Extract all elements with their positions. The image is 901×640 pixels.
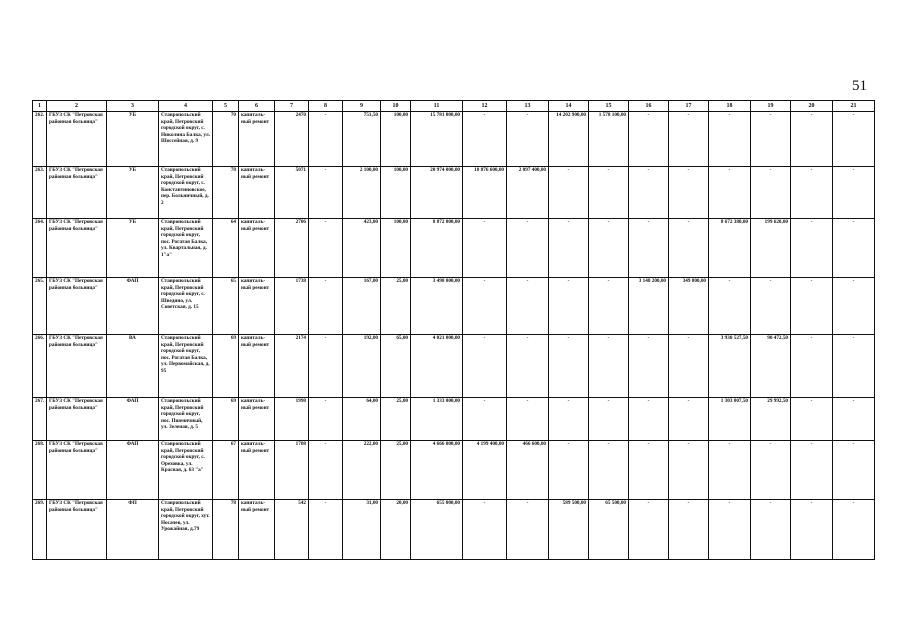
- col10-cell: 100,00: [381, 219, 411, 278]
- column-header: 14: [549, 101, 589, 112]
- organization-cell: ГБУЗ СК "Петровская районная больница": [47, 398, 107, 441]
- column-header: 1: [33, 101, 47, 112]
- work-type-cell: капиталь-ный ремонт: [239, 112, 275, 167]
- col8-cell: -: [309, 398, 343, 441]
- col10-cell: 25,00: [381, 398, 411, 441]
- col16-cell: -: [629, 398, 669, 441]
- col13-cell: 466 600,00: [507, 441, 549, 500]
- col5-cell: 67: [213, 441, 239, 500]
- address-cell: Ставропольский край, Петровский городской округ, пос. Рогатая Балка, ул. Первомайская, д. 95: [159, 335, 213, 398]
- col12-cell: -: [463, 219, 507, 278]
- col13-cell: -: [507, 335, 549, 398]
- facility-type-cell: ВА: [107, 335, 159, 398]
- column-header: 10: [381, 101, 411, 112]
- col21-cell: -: [833, 278, 875, 335]
- col15-cell: 1 578 100,00: [589, 112, 629, 167]
- col14-cell: -: [549, 441, 589, 500]
- col7-cell: 2174: [275, 335, 309, 398]
- col14-cell: 589 500,00: [549, 500, 589, 560]
- col10-cell: 25,00: [381, 441, 411, 500]
- col14-cell: -: [549, 335, 589, 398]
- col12-cell: -: [463, 278, 507, 335]
- organization-cell: ГБУЗ СК "Петровская районная больница": [47, 167, 107, 219]
- address-cell: Ставропольский край, Петровский городской округ, с. Константиновское, пер. Больничный, д. 2: [159, 167, 213, 219]
- col19-cell: 90 472,50: [751, 335, 791, 398]
- col19-cell: 29 992,50: [751, 398, 791, 441]
- table-row: [33, 278, 875, 335]
- table-row: [33, 335, 875, 398]
- col17-cell: 349 800,00: [669, 278, 709, 335]
- col8-cell: -: [309, 500, 343, 560]
- col11-cell: 8 872 000,00: [411, 219, 463, 278]
- facility-type-cell: ФАП: [107, 441, 159, 500]
- column-header: 3: [107, 101, 159, 112]
- col14-cell: -: [549, 167, 589, 219]
- col10-cell: 65,00: [381, 335, 411, 398]
- col12-cell: 18 876 600,00: [463, 167, 507, 219]
- col12-cell: -: [463, 398, 507, 441]
- facility-type-cell: УБ: [107, 112, 159, 167]
- col20-cell: -: [791, 500, 833, 560]
- col9-cell: 423,00: [343, 219, 381, 278]
- col8-cell: -: [309, 441, 343, 500]
- col19-cell: -: [751, 167, 791, 219]
- col13-cell: -: [507, 500, 549, 560]
- facility-type-cell: ФАП: [107, 398, 159, 441]
- col9-cell: 64,00: [343, 398, 381, 441]
- col18-cell: -: [709, 167, 751, 219]
- address-cell: Ставропольский край, Петровский городской округ, пос. Рогатая Балка, ул. Квартальная, д. 1"а": [159, 219, 213, 278]
- col18-cell: 1 303 007,50: [709, 398, 751, 441]
- column-header: 12: [463, 101, 507, 112]
- table-row: [33, 219, 875, 278]
- col16-cell: 3 148 200,00: [629, 278, 669, 335]
- col19-cell: -: [751, 500, 791, 560]
- col20-cell: -: [791, 112, 833, 167]
- row-number-cell: 265.: [33, 278, 47, 335]
- col19-cell: -: [751, 278, 791, 335]
- col17-cell: -: [669, 441, 709, 500]
- col18-cell: -: [709, 112, 751, 167]
- column-header: 16: [629, 101, 669, 112]
- organization-cell: ГБУЗ СК "Петровская районная больница": [47, 441, 107, 500]
- column-header: 18: [709, 101, 751, 112]
- row-number-cell: 268.: [33, 441, 47, 500]
- col5-cell: 64: [213, 219, 239, 278]
- table-row: [33, 167, 875, 219]
- row-number-cell: 263.: [33, 167, 47, 219]
- col21-cell: -: [833, 335, 875, 398]
- col18-cell: -: [709, 278, 751, 335]
- col15-cell: -: [589, 278, 629, 335]
- col9-cell: 2 100,00: [343, 167, 381, 219]
- col16-cell: -: [629, 500, 669, 560]
- address-cell: Ставропольский край, Петровский городской округ, с. Ореховка, ул. Красная, д. 63 "а": [159, 441, 213, 500]
- table-row: [33, 398, 875, 441]
- col20-cell: -: [791, 441, 833, 500]
- col5-cell: 78: [213, 167, 239, 219]
- col5-cell: 69: [213, 398, 239, 441]
- organization-cell: ГБУЗ СК "Петровская районная больница": [47, 219, 107, 278]
- organization-cell: ГБУЗ СК "Петровская районная больница": [47, 500, 107, 560]
- row-number-cell: 269.: [33, 500, 47, 560]
- work-type-cell: капиталь-ный ремонт: [239, 335, 275, 398]
- address-cell: Ставропольский край, Петровский городской округ, с. Шведино, ул. Советская, д. 15: [159, 278, 213, 335]
- col21-cell: -: [833, 500, 875, 560]
- col8-cell: -: [309, 335, 343, 398]
- col9-cell: 192,00: [343, 335, 381, 398]
- col21-cell: -: [833, 441, 875, 500]
- col5-cell: 78: [213, 500, 239, 560]
- col21-cell: -: [833, 219, 875, 278]
- col7-cell: 5071: [275, 167, 309, 219]
- col15-cell: -: [589, 219, 629, 278]
- column-header: 19: [751, 101, 791, 112]
- col7-cell: 2470: [275, 112, 309, 167]
- col14-cell: 14 202 900,00: [549, 112, 589, 167]
- col20-cell: -: [791, 278, 833, 335]
- col14-cell: -: [549, 219, 589, 278]
- col19-cell: 199 620,00: [751, 219, 791, 278]
- column-header: 20: [791, 101, 833, 112]
- col12-cell: 4 199 400,00: [463, 441, 507, 500]
- col12-cell: -: [463, 335, 507, 398]
- col8-cell: -: [309, 219, 343, 278]
- col17-cell: -: [669, 219, 709, 278]
- col9-cell: 167,00: [343, 278, 381, 335]
- col17-cell: -: [669, 500, 709, 560]
- col9-cell: 31,00: [343, 500, 381, 560]
- col14-cell: -: [549, 398, 589, 441]
- col7-cell: 2706: [275, 219, 309, 278]
- col11-cell: 4 666 000,00: [411, 441, 463, 500]
- col16-cell: -: [629, 219, 669, 278]
- col18-cell: 8 672 380,00: [709, 219, 751, 278]
- address-cell: Ставропольский край, Петровский городской округ, пос. Пшеничный, ул. Зеленая, д. 5: [159, 398, 213, 441]
- col15-cell: 65 500,00: [589, 500, 629, 560]
- col16-cell: -: [629, 335, 669, 398]
- col5-cell: 70: [213, 112, 239, 167]
- work-type-cell: капиталь-ный ремонт: [239, 500, 275, 560]
- data-table: [32, 100, 875, 560]
- col10-cell: 100,00: [381, 112, 411, 167]
- organization-cell: ГБУЗ СК "Петровская районная больница": [47, 278, 107, 335]
- row-number-cell: 266.: [33, 335, 47, 398]
- col17-cell: -: [669, 398, 709, 441]
- col17-cell: -: [669, 112, 709, 167]
- header-row: [33, 101, 875, 112]
- facility-type-cell: УБ: [107, 219, 159, 278]
- column-header: 5: [213, 101, 239, 112]
- col7-cell: 1998: [275, 398, 309, 441]
- col15-cell: -: [589, 441, 629, 500]
- col12-cell: -: [463, 500, 507, 560]
- column-header: 2: [47, 101, 107, 112]
- col7-cell: 1738: [275, 278, 309, 335]
- column-header: 8: [309, 101, 343, 112]
- work-type-cell: капиталь-ный ремонт: [239, 441, 275, 500]
- col11-cell: 20 974 000,00: [411, 167, 463, 219]
- col10-cell: 25,00: [381, 278, 411, 335]
- column-header: 13: [507, 101, 549, 112]
- table-body: [33, 112, 875, 560]
- col13-cell: 2 097 400,00: [507, 167, 549, 219]
- col21-cell: -: [833, 112, 875, 167]
- col7-cell: 1708: [275, 441, 309, 500]
- col20-cell: -: [791, 219, 833, 278]
- col5-cell: 69: [213, 335, 239, 398]
- col20-cell: -: [791, 398, 833, 441]
- col11-cell: 655 000,00: [411, 500, 463, 560]
- col13-cell: -: [507, 398, 549, 441]
- col14-cell: -: [549, 278, 589, 335]
- col16-cell: -: [629, 167, 669, 219]
- column-header: 4: [159, 101, 213, 112]
- col10-cell: 20,00: [381, 500, 411, 560]
- col17-cell: -: [669, 335, 709, 398]
- row-number-cell: 262.: [33, 112, 47, 167]
- col15-cell: -: [589, 335, 629, 398]
- col8-cell: -: [309, 112, 343, 167]
- col18-cell: -: [709, 500, 751, 560]
- col17-cell: -: [669, 167, 709, 219]
- organization-cell: ГБУЗ СК "Петровская районная больница": [47, 335, 107, 398]
- organization-cell: ГБУЗ СК "Петровская районная больница": [47, 112, 107, 167]
- col11-cell: 1 333 000,00: [411, 398, 463, 441]
- facility-type-cell: ФП: [107, 500, 159, 560]
- column-header: 9: [343, 101, 381, 112]
- col13-cell: -: [507, 219, 549, 278]
- column-header: 17: [669, 101, 709, 112]
- table-row: [33, 441, 875, 500]
- col16-cell: -: [629, 441, 669, 500]
- work-type-cell: капиталь-ный ремонт: [239, 398, 275, 441]
- col9-cell: 222,00: [343, 441, 381, 500]
- col19-cell: -: [751, 441, 791, 500]
- col15-cell: -: [589, 398, 629, 441]
- facility-type-cell: ФАП: [107, 278, 159, 335]
- col18-cell: 3 930 527,50: [709, 335, 751, 398]
- col7-cell: 542: [275, 500, 309, 560]
- col13-cell: -: [507, 112, 549, 167]
- col11-cell: 15 781 000,00: [411, 112, 463, 167]
- column-header: 15: [589, 101, 629, 112]
- column-header: 6: [239, 101, 275, 112]
- work-type-cell: капиталь-ный ремонт: [239, 278, 275, 335]
- col16-cell: -: [629, 112, 669, 167]
- col10-cell: 100,00: [381, 167, 411, 219]
- col9-cell: 751,50: [343, 112, 381, 167]
- address-cell: Ставропольский край, Петровский городской округ, хут. Носачев, ул. Урожайная, д.79: [159, 500, 213, 560]
- col15-cell: -: [589, 167, 629, 219]
- col11-cell: 3 498 000,00: [411, 278, 463, 335]
- address-cell: Ставропольский край, Петровский городской округ, с. Николина Балка, ул. Шоссейная, д. 9: [159, 112, 213, 167]
- col20-cell: -: [791, 167, 833, 219]
- row-number-cell: 264.: [33, 219, 47, 278]
- col21-cell: -: [833, 167, 875, 219]
- facility-type-cell: УБ: [107, 167, 159, 219]
- col13-cell: -: [507, 278, 549, 335]
- column-header: 7: [275, 101, 309, 112]
- col18-cell: -: [709, 441, 751, 500]
- table-row: [33, 500, 875, 560]
- col5-cell: 65: [213, 278, 239, 335]
- table-row: [33, 112, 875, 167]
- page-number: 51: [852, 78, 867, 94]
- column-header: 21: [833, 101, 875, 112]
- column-header: 11: [411, 101, 463, 112]
- col11-cell: 4 021 000,00: [411, 335, 463, 398]
- work-type-cell: капиталь-ный ремонт: [239, 219, 275, 278]
- col12-cell: -: [463, 112, 507, 167]
- col8-cell: -: [309, 167, 343, 219]
- col19-cell: -: [751, 112, 791, 167]
- work-type-cell: капиталь-ный ремонт: [239, 167, 275, 219]
- row-number-cell: 267.: [33, 398, 47, 441]
- col8-cell: -: [309, 278, 343, 335]
- col20-cell: -: [791, 335, 833, 398]
- col21-cell: -: [833, 398, 875, 441]
